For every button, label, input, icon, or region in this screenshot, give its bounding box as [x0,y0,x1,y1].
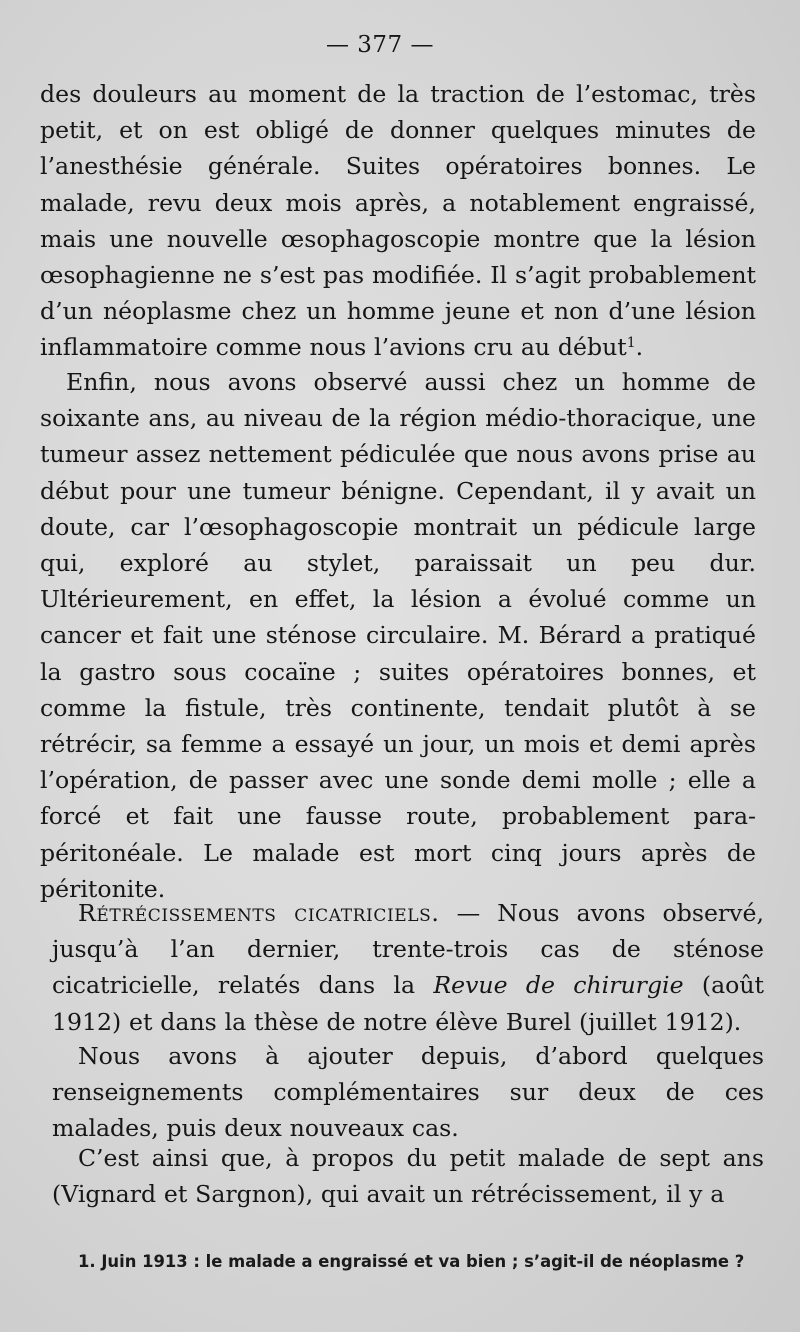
paragraph-text: (août 1912) et dans la thèse de notre élève Burel (juillet 1912). [52,971,765,1036]
section-heading: Rétrécissements cicatriciels. [78,899,440,927]
paragraph-case-continuation [40,76,756,366]
page-number: — 377 — [325,32,435,58]
paragraph-text: des douleurs au moment de la traction de l’estomac, très petit, et on est obligé de donner quelques minutes de l’anesthésie générale. Suites opératoires bonnes. Le malade, revu deux mois après, a notablement engraissé, mais une nouvelle œsophagoscopie montre que la lésion œsophagienne ne s’est pas modifiée. Il s’agit probablement d’un néoplasme chez un homme jeune et non d’une lésion inflammatoire comme nous l’avions cru au début [40,80,756,362]
paragraph-end: . [635,333,644,362]
footnote: 1. Juin 1913 : le malade a engraissé et va bien ; s’agit-il de néoplasme ? [78,1252,745,1271]
paragraph-tumor-case: Enfin, nous avons observé aussi chez un homme de soixante ans, au niveau de la région médio-thoracique, une tumeur assez nettement pédiculée que nous avons prise au début pour une tumeur bénigne. Cependant, il y avait un doute, car l’œsophagoscopie montrait un pédicule large qui, exploré au stylet, paraissait un peu dur. Ultérieurement, en effet, la lésion a évolué comme un cancer et fait une sténose circulaire. M. Bérard a pratiqué la gastro sous cocaïne ; suites opératoires bonnes, et comme la fistule, très continente, tendait plutôt à se rétrécir, sa femme a essayé un jour, un mois et demi après l’opération, de passer avec une sonde demi molle ; elle a forcé et fait une fausse route, probablement para-péritonéale. Le malade est mort cinq jours après de péritonite. [40,368,756,903]
footnote-marker: 1 [626,335,636,352]
paragraph-child-case: C’est ainsi que, à propos du petit malade de sept ans (Vignard et Sargnon), qui avait un rétrécissement, il y a [52,1144,764,1209]
paragraph-text: — Nous avons observé, jusqu’à l’an dernier, trente-trois cas de sténose cicatricielle, relatés dans la [52,899,764,1000]
journal-title: Revue de chirurgie [433,971,684,1000]
paragraph-section-start [52,895,764,1040]
paragraph-additions: Nous avons à ajouter depuis, d’abord quelques renseignements complémentaires sur deux de ces malades, puis deux nouveaux cas. [52,1042,764,1143]
